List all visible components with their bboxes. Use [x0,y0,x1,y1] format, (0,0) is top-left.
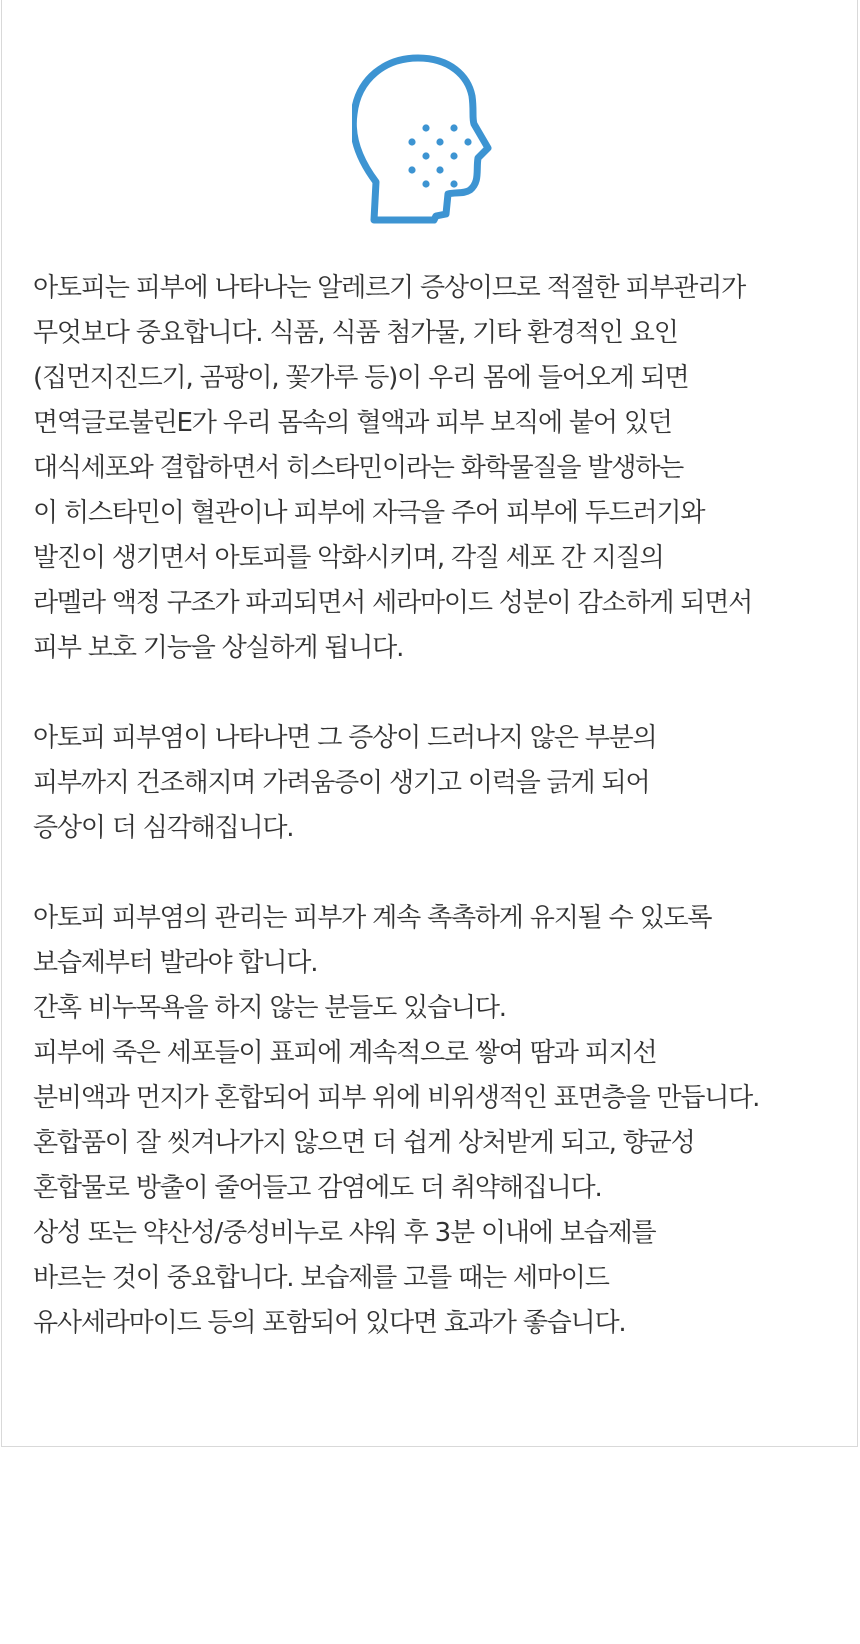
text-line: 혼합품이 잘 씻겨나가지 않으면 더 쉽게 상처받게 되고, 향균성 [33,1128,695,1158]
paragraph-care-tips [33,896,853,1346]
text-line: 아토피 피부염의 관리는 피부가 계속 촉촉하게 유지될 수 있도록 [33,903,712,933]
text-line: 바르는 것이 중요합니다. 보습제를 고를 때는 세마이드 [33,1263,609,1293]
text-line: 피부 보호 기능을 상실하게 됩니다. [33,633,404,663]
article-text [33,266,853,1346]
paragraph-spacer [33,851,853,896]
text-line: 면역글로불린E가 우리 몸속의 혈액과 피부 보직에 붙어 있던 [33,408,672,438]
text-line: 증상이 더 심각해집니다. [33,813,294,843]
paragraph-symptoms [33,716,853,851]
text-line: 대식세포와 결합하면서 히스타민이라는 화학물질을 발생하는 [33,453,684,483]
paragraph-spacer [33,671,853,716]
text-line: 유사세라마이드 등의 포함되어 있다면 효과가 좋습니다. [33,1308,626,1338]
text-line: 피부까지 건조해지며 가려움증이 생기고 이럭을 긁게 되어 [33,768,650,798]
text-line: 피부에 죽은 세포들이 표피에 계속적으로 쌓여 땀과 피지선 [33,1038,657,1068]
paragraph-atopy-overview [33,266,853,671]
text-line: (집먼지진드기, 곰팡이, 꽃가루 등)이 우리 몸에 들어오게 되면 [33,363,689,393]
text-line: 혼합물로 방출이 줄어들고 감염에도 더 취약해집니다. [33,1173,602,1203]
text-line: 발진이 생기면서 아토피를 악화시키며, 각질 세포 간 지질의 [33,543,664,573]
text-line: 무엇보다 중요합니다. 식품, 식품 첨가물, 기타 환경적인 요인 [33,318,678,348]
text-line: 아토피 피부염이 나타나면 그 증상이 드러나지 않은 부분의 [33,723,657,753]
face-skin-icon [352,54,516,236]
text-line: 상성 또는 약산성/중성비누로 샤워 후 3분 이내에 보습제를 [33,1218,656,1248]
text-line: 아토피는 피부에 나타나는 알레르기 증상이므로 적절한 피부관리가 [33,273,746,303]
text-line: 분비액과 먼지가 혼합되어 피부 위에 비위생적인 표면층을 만듭니다. [33,1083,760,1113]
text-line: 라멜라 액정 구조가 파괴되면서 세라마이드 성분이 감소하게 되면서 [33,588,753,618]
text-line: 이 히스타민이 혈관이나 피부에 자극을 주어 피부에 두드러기와 [33,498,705,528]
text-line: 보습제부터 발라야 합니다. [33,948,318,978]
text-line: 간혹 비누목욕을 하지 않는 분들도 있습니다. [33,993,506,1023]
content-panel [1,0,858,1447]
